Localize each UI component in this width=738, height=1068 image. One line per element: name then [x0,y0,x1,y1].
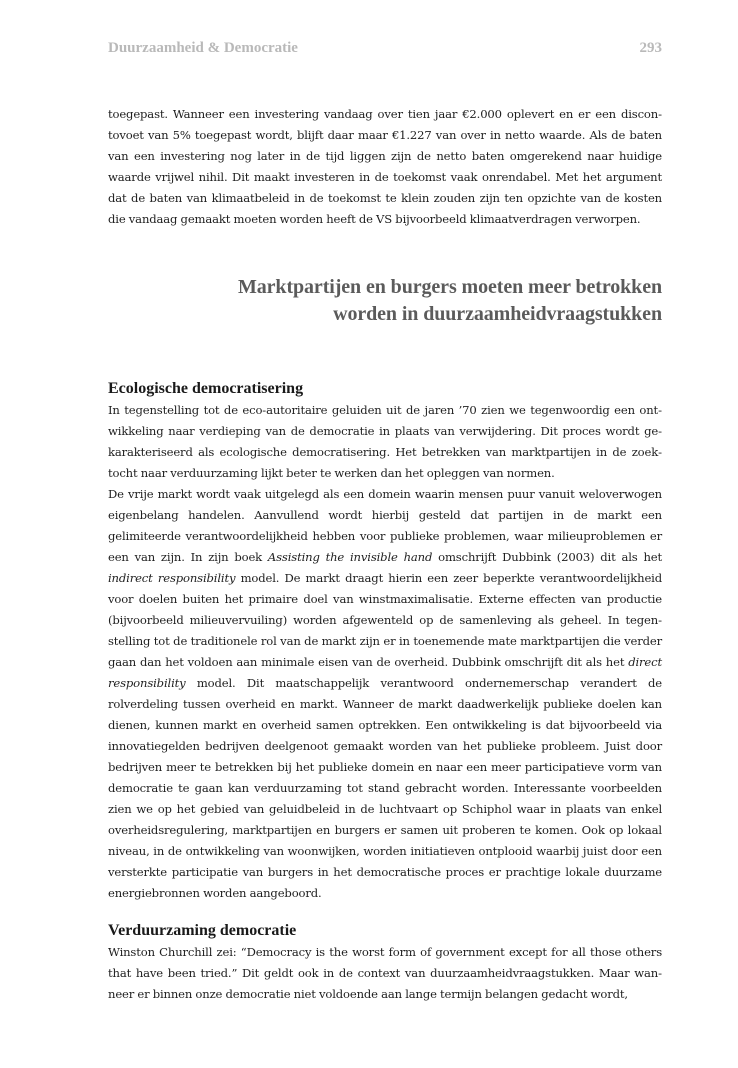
paragraph-text: model. Dit maatschappelijk verantwoord ondernemerschap verandert de rolverdeling tussen overheid en markt. Wanneer de markt daadwerkelijk publieke doelen kan dienen, kunnen markt en overheid samen optrekken. Een ontwikkeling is dat bijvoorbeeld via innovatiegelden bedrijven deelgenoot gemaakt worden van het publieke probleem. Juist door bedrijven meer te betrekken bij het publieke domein en naar een meer participatieve vorm van democratie te gaan kan verduurzaming tot stand gebracht worden. Interessante voorbeelden zien we op het gebied van geluidbeleid in de luchtvaart op Schiphol waar in plaats van enkel overheidsregulering, marktpartijen en burgers er samen uit proberen te komen. Ook op lokaal niveau, in de ontwikkeling van woonwijken, worden initiatieven ontplooid waarbij juist door een versterkte participatie van burgers in het democratische proces er prachtige lokale duurzame energiebronnen worden aangeboord. [108,676,662,900]
intro-paragraph: toegepast. Wanneer een investering vandaag over tien jaar €2.000 oplevert en er een discontovoet van 5% toegepast wordt, blijft daar maar €1.227 van over in netto waarde. Als de baten van een investering nog later in de tijd liggen zijn de netto baten omgerekend naar huidige waarde vrijwel nihil. Dit maakt investeren in de toekomst vaak onrendabel. Met het argument dat de baten van klimaatbeleid in de toekomst te klein zouden zijn ten opzichte van de kosten die vandaag gemaakt moeten worden heeft de VS bijvoorbeeld klimaatverdragen verworpen. [108,107,662,226]
term-indirect-responsibility: indirect responsibility [108,571,236,585]
running-head [108,40,662,60]
verduurzaming-paragraph-1: Winston Churchill zei: “Democracy is the worst form of government except for all those others that have been tried.” Dit geldt ook in de context van duurzaamheidvraagstukken. Maar wanneer er binnen onze democratie niet voldoende aan lange termijn belangen gedacht wordt, [108,945,662,1001]
paragraph-text: omschrijft Dubbink (2003) dit als het [432,550,663,564]
paragraph-text: De vrije markt wordt vaak uitgelegd als een domein waarin mensen puur vanuit weloverwogen eigenbelang handelen. Aanvullend wordt hierbij gesteld dat partijen in de markt een gelimiteerde verantwoordelijkheid hebben voor publieke problemen, waar milieuproblemen er een van zijn. In zijn boek [108,487,662,564]
subheading-verduurzaming-democratie: Verduurzaming democratie [108,922,297,939]
section-heading-line-2: worden in duurzaamheidvraagstukken [333,303,662,325]
page-number: 293 [639,40,662,56]
term-direct-responsibility: direct responsibility [108,655,662,690]
ecologische-paragraph-1: In tegenstelling tot de eco-autoritaire geluiden uit de jaren ’70 zien we tegenwoordig een ontwikkeling naar verdieping van de democratie in plaats van verwijdering. Dit proces wordt gekarakteriseerd als ecologische democratisering. Het betrekken van marktpartijen in de zoektocht naar verduurzaming lijkt beter te werken dan het opleggen van normen. [108,403,662,480]
running-title: Duurzaamheid & Democratie [108,40,298,56]
ecologische-paragraph-2 [108,484,662,904]
page-body [108,104,662,1005]
section-heading [108,274,662,328]
section-heading-line-1: Marktpartijen en burgers moeten meer betrokken [237,276,662,298]
paragraph-text: model. De markt draagt hierin een zeer beperkte verantwoordelijkheid voor doelen buiten het primaire doel van winstmaximalisatie. Externe effecten van productie (bijvoorbeeld milieuvervuiling) worden afgewenteld op de samenleving als geheel. In tegenstelling tot de traditionele rol van de markt zijn er in toenemende mate marktpartijen die verder gaan dan het voldoen aan minimale eisen van de overheid. Dubbink omschrijft dit als het [108,571,662,669]
subheading-ecologische-democratisering: Ecologische democratisering [108,380,304,397]
book-title: Assisting the invisible hand [267,550,433,564]
